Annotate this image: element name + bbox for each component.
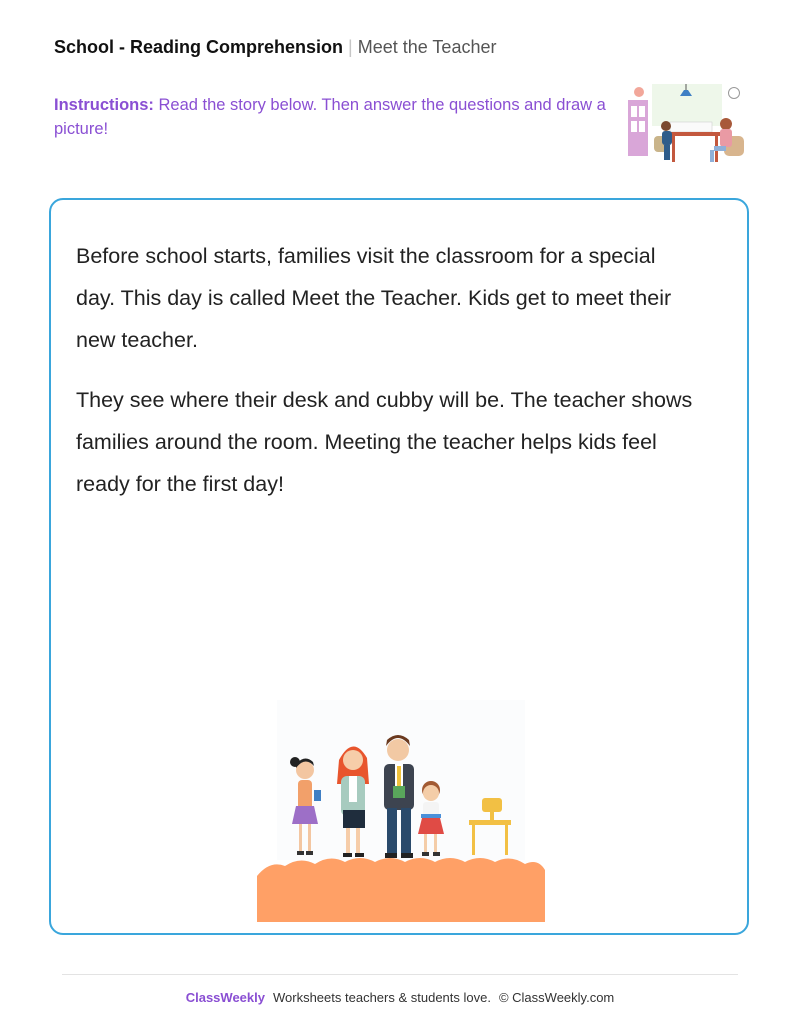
footer-copyright: © ClassWeekly.com [498, 990, 615, 1005]
story-text [76, 235, 696, 523]
instructions-label: Instructions: [54, 96, 154, 114]
title-separator: | [348, 37, 353, 57]
instructions [54, 93, 614, 141]
family-meeting-illustration [255, 700, 547, 922]
page-subtitle: Meet the Teacher [357, 37, 497, 57]
page-title: School - Reading Comprehension [54, 37, 344, 57]
page-footer [0, 990, 800, 1005]
footer-tagline: Worksheets teachers & students love. [272, 990, 491, 1005]
instructions-text: Read the story below. Then answer the questions and draw a picture! [54, 96, 606, 138]
footer-divider [62, 974, 738, 975]
story-paragraph-2: They see where their desk and cubby will be. The teacher shows families around the room. Meeting the teacher helps kids feel ready for the first day! [76, 388, 693, 496]
story-paragraph-1: Before school starts, families visit the classroom for a special day. This day is called Meet the Teacher. Kids get to meet their new teacher. [76, 244, 672, 352]
classroom-illustration [622, 80, 746, 176]
footer-brand[interactable]: ClassWeekly [185, 990, 265, 1005]
page-header [54, 37, 496, 58]
